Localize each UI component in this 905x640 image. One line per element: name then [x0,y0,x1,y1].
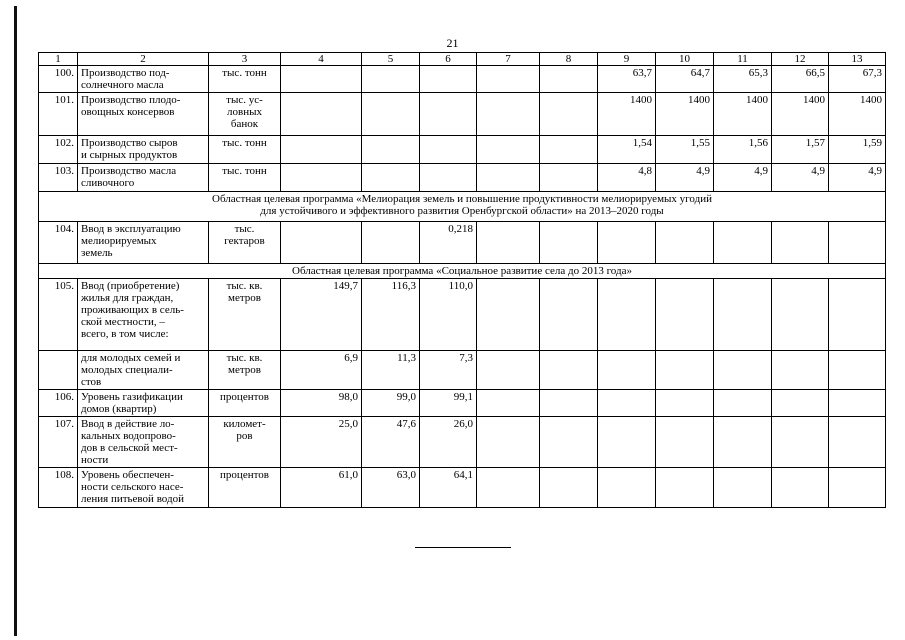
value-cell [281,222,362,264]
value-cell [714,279,772,351]
column-header-8: 8 [540,53,598,66]
value-cell [477,93,540,136]
unit-of-measure: тыс. гектаров [209,222,281,264]
value-cell: 4,8 [598,164,656,192]
value-cell [772,417,829,468]
value-cell: 26,0 [420,417,477,468]
value-cell [829,468,886,508]
value-cell [772,390,829,417]
column-header-row [39,53,886,66]
value-cell [829,222,886,264]
value-cell [829,279,886,351]
value-cell: 63,7 [598,66,656,93]
unit-of-measure: тыс. тонн [209,66,281,93]
value-cell [420,93,477,136]
value-cell: 98,0 [281,390,362,417]
column-header-7: 7 [477,53,540,66]
value-cell: 11,3 [362,351,420,390]
value-cell [829,417,886,468]
value-cell [540,93,598,136]
unit-of-measure: тыс. кв. метров [209,279,281,351]
value-cell [598,468,656,508]
value-cell [281,136,362,164]
row-number: 100. [39,66,78,93]
value-cell: 64,7 [656,66,714,93]
value-cell [656,417,714,468]
column-header-11: 11 [714,53,772,66]
row-number: 105. [39,279,78,351]
row-number: 107. [39,417,78,468]
table-row [39,390,886,417]
value-cell [714,390,772,417]
value-cell [656,222,714,264]
row-number: 108. [39,468,78,508]
indicator-name: Ввод (приобретение) жилья для граждан, проживающих в сель- ской местности, – всего, в том числе: [78,279,209,351]
unit-of-measure: процентов [209,390,281,417]
value-cell: 64,1 [420,468,477,508]
value-cell [477,417,540,468]
unit-of-measure: тыс. тонн [209,136,281,164]
value-cell [829,390,886,417]
value-cell [714,417,772,468]
value-cell: 4,9 [714,164,772,192]
value-cell [772,279,829,351]
indicator-name: Ввод в эксплуатацию мелиорируемых земель [78,222,209,264]
value-cell: 1,56 [714,136,772,164]
value-cell: 1,55 [656,136,714,164]
table-row [39,279,886,351]
value-cell [477,164,540,192]
indicator-name: Производство сыров и сырных продуктов [78,136,209,164]
value-cell [714,468,772,508]
value-cell: 1,59 [829,136,886,164]
value-cell [281,66,362,93]
value-cell [714,222,772,264]
value-cell [420,66,477,93]
table-row [39,164,886,192]
program-section-row [39,264,886,279]
value-cell [477,468,540,508]
indicator-name: Производство плодо- овощных консервов [78,93,209,136]
row-number: 101. [39,93,78,136]
value-cell [540,66,598,93]
value-cell: 4,9 [772,164,829,192]
unit-of-measure: тыс. кв. метров [209,351,281,390]
value-cell [598,279,656,351]
value-cell [714,351,772,390]
column-header-5: 5 [362,53,420,66]
value-cell [281,93,362,136]
value-cell: 0,218 [420,222,477,264]
row-number: 102. [39,136,78,164]
value-cell [656,351,714,390]
value-cell [540,136,598,164]
scan-edge-line [14,6,17,636]
value-cell: 116,3 [362,279,420,351]
value-cell: 1400 [656,93,714,136]
value-cell [477,66,540,93]
value-cell [362,222,420,264]
program-title: Областная целевая программа «Социальное развитие села до 2013 года» [39,264,886,279]
column-header-2: 2 [78,53,209,66]
indicator-name: Производство под- солнечного масла [78,66,209,93]
indicators-table [38,52,886,508]
column-header-10: 10 [656,53,714,66]
value-cell [540,279,598,351]
value-cell [362,66,420,93]
column-header-3: 3 [209,53,281,66]
value-cell: 1,57 [772,136,829,164]
column-header-9: 9 [598,53,656,66]
value-cell: 66,5 [772,66,829,93]
value-cell: 99,0 [362,390,420,417]
indicator-name: Ввод в действие ло- кальных водопрово- дов в сельской мест- ности [78,417,209,468]
unit-of-measure: тыс. ус- ловных банок [209,93,281,136]
value-cell [540,164,598,192]
value-cell [540,468,598,508]
value-cell [540,390,598,417]
value-cell: 99,1 [420,390,477,417]
indicator-name: Производство масла сливочного [78,164,209,192]
indicator-name: Уровень обеспечен- ности сельского насе- ления питьевой водой [78,468,209,508]
value-cell [598,222,656,264]
value-cell [656,390,714,417]
unit-of-measure: километ- ров [209,417,281,468]
value-cell [772,351,829,390]
value-cell [477,279,540,351]
value-cell [656,468,714,508]
table-row [39,93,886,136]
unit-of-measure: процентов [209,468,281,508]
value-cell: 4,9 [656,164,714,192]
value-cell [362,136,420,164]
program-title: Областная целевая программа «Мелиорация земель и повышение продуктивности мелиорируемых угодий для устойчивого и эффективного развития Оренбургской области» на 2013–2020 годы [39,192,886,222]
table-row [39,222,886,264]
value-cell [362,93,420,136]
value-cell [362,164,420,192]
column-header-6: 6 [420,53,477,66]
value-cell: 1400 [829,93,886,136]
indicator-name: для молодых семей и молодых специали- стов [78,351,209,390]
value-cell [598,351,656,390]
table-row [39,468,886,508]
column-header-1: 1 [39,53,78,66]
value-cell [598,417,656,468]
row-number: 106. [39,390,78,417]
page-number: 21 [446,36,459,50]
row-number: 104. [39,222,78,264]
program-section-row [39,192,886,222]
value-cell: 25,0 [281,417,362,468]
value-cell: 1400 [772,93,829,136]
value-cell [772,468,829,508]
signature-line [415,547,511,548]
table-row [39,417,886,468]
column-header-4: 4 [281,53,362,66]
value-cell: 7,3 [420,351,477,390]
value-cell [772,222,829,264]
value-cell [477,222,540,264]
row-number: 103. [39,164,78,192]
table-row [39,351,886,390]
value-cell: 1400 [598,93,656,136]
table-row [39,136,886,164]
value-cell [420,136,477,164]
value-cell [281,164,362,192]
table-row [39,66,886,93]
value-cell [420,164,477,192]
value-cell: 149,7 [281,279,362,351]
value-cell [477,390,540,417]
value-cell [656,279,714,351]
value-cell: 65,3 [714,66,772,93]
value-cell: 47,6 [362,417,420,468]
value-cell [540,417,598,468]
value-cell: 6,9 [281,351,362,390]
column-header-12: 12 [772,53,829,66]
value-cell [540,351,598,390]
value-cell: 61,0 [281,468,362,508]
value-cell: 4,9 [829,164,886,192]
value-cell [829,351,886,390]
value-cell: 67,3 [829,66,886,93]
value-cell [540,222,598,264]
column-header-13: 13 [829,53,886,66]
value-cell [598,390,656,417]
indicator-name: Уровень газификации домов (квартир) [78,390,209,417]
row-number [39,351,78,390]
value-cell: 110,0 [420,279,477,351]
value-cell: 63,0 [362,468,420,508]
value-cell [477,351,540,390]
value-cell [477,136,540,164]
value-cell: 1,54 [598,136,656,164]
value-cell: 1400 [714,93,772,136]
unit-of-measure: тыс. тонн [209,164,281,192]
